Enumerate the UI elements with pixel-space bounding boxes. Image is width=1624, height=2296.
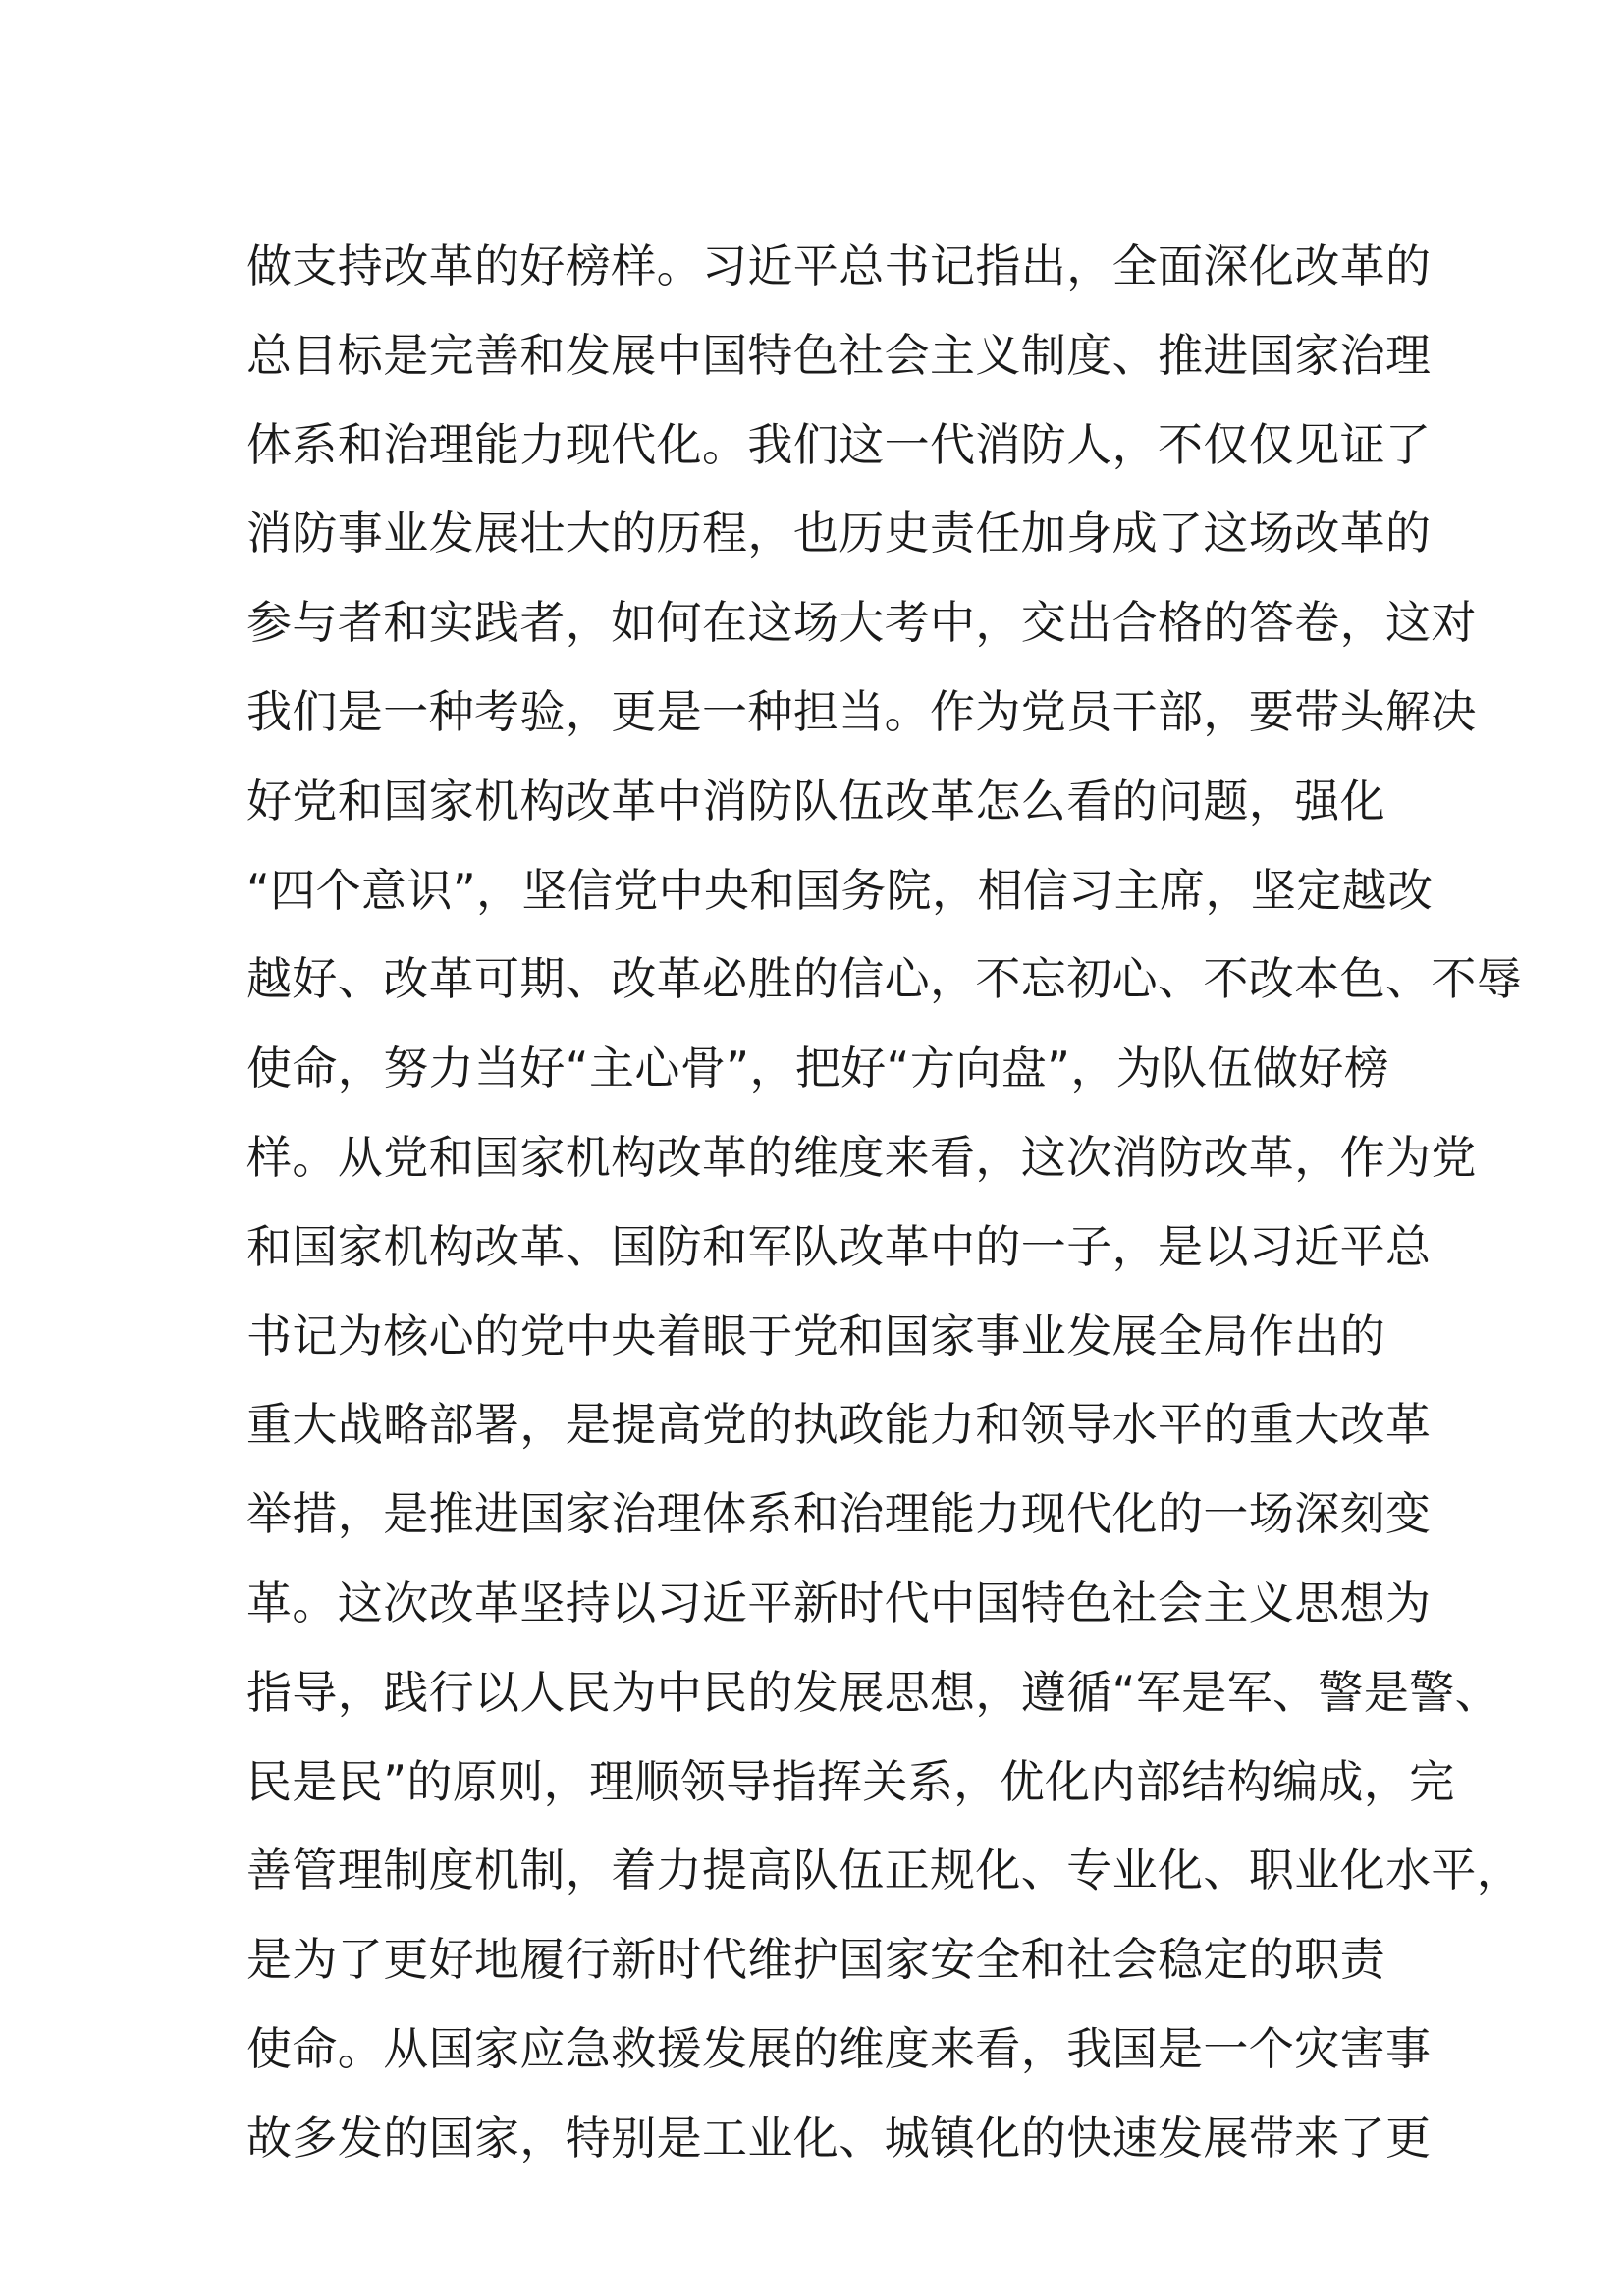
text-line: 使命。从国家应急救援发展的维度来看，我国是一个灾害事 [246,2021,1432,2075]
text-line: “四个意识”，坚信党中央和国务院，相信习主席，坚定越改 [246,863,1434,917]
text-line: 使命，努力当好“主心骨”，把好“方向盘”，为队伍做好榜 [246,1041,1390,1095]
text-line: 是为了更好地履行新时代维护国家安全和社会稳定的职责 [246,1933,1385,1987]
text-line: 样。从党和国家机构改革的维度来看，这次消防改革，作为党 [246,1130,1477,1184]
text-line: 我们是一种考验，更是一种担当。作为党员干部，要带头解决 [246,684,1477,738]
body-text [246,222,1523,2183]
text-line: 和国家机构改革、国防和军队改革中的一子，是以习近平总 [246,1219,1432,1273]
text-line: 革。这次改革坚持以习近平新时代中国特色社会主义思想为 [246,1575,1432,1629]
text-line: 消防事业发展壮大的历程，也历史责任加身成了这场改革的 [246,507,1432,561]
text-line: 做支持改革的好榜样。习近平总书记指出，全面深化改革的 [246,240,1432,293]
text-line: 重大战略部署，是提高党的执政能力和领导水平的重大改革 [246,1398,1432,1452]
text-line: 体系和治理能力现代化。我们这一代消防人，不仅仅见证了 [246,417,1432,471]
text-line: 民是民”的原则，理顺领导指挥关系，优化内部结构编成，完 [246,1754,1455,1808]
text-line: 书记为核心的党中央着眼于党和国家事业发展全局作出的 [246,1308,1385,1362]
text-line: 举措，是推进国家治理体系和治理能力现代化的一场深刻变 [246,1487,1432,1541]
text-line: 总目标是完善和发展中国特色社会主义制度、推进国家治理 [246,328,1432,382]
text-line: 善管理制度机制，着力提高队伍正规化、专业化、职业化水平， [246,1843,1523,1897]
text-line: 故多发的国家，特别是工业化、城镇化的快速发展带来了更 [246,2110,1432,2164]
text-line: 好党和国家机构改革中消防队伍改革怎么看的问题，强化 [246,774,1385,828]
text-line: 指导，践行以人民为中民的发展思想，遵循“军是军、警是警、 [246,1665,1501,1719]
text-line: 越好、改革可期、改革必胜的信心，不忘初心、不改本色、不辱 [246,952,1523,1006]
text-line: 参与者和实践者，如何在这场大考中，交出合格的答卷，这对 [246,596,1477,650]
